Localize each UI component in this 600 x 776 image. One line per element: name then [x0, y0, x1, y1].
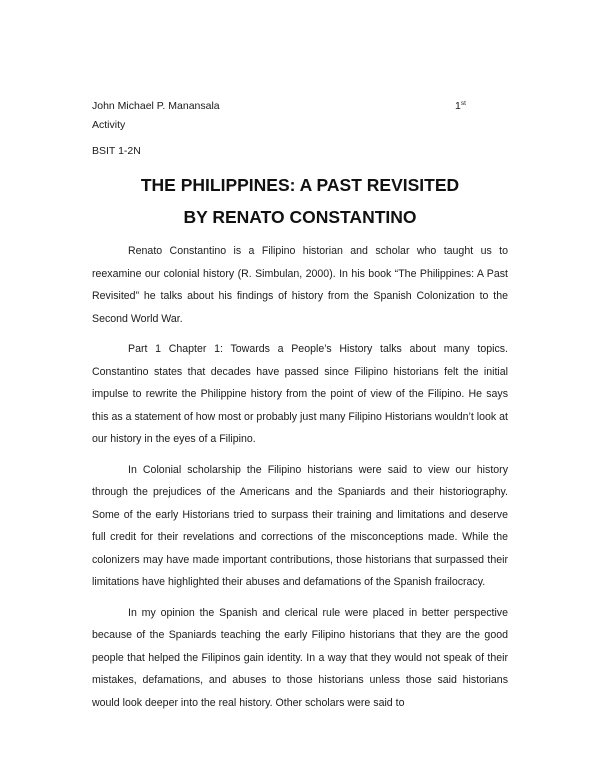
- paragraph-intro: Renato Constantino is a Filipino historian and scholar who taught us to reexamine our colonial history (R. Simbulan, 2000). In his book “The Philippines: A Past Revisited” he talks about his findings of history from the Spanish Colonization to the Second World War.: [92, 245, 508, 325]
- ordinal-suffix: st: [460, 100, 466, 107]
- ordinal-number: 1: [455, 100, 461, 112]
- paragraph-chapter-summary: Part 1 Chapter 1: Towards a People’s History talks about many topics. Constantino states that decades have passed since Filipino historians felt the initial impulse to rewrite the Philippine history from the point of view of the Filipino. He says this as a statement of how most or probably just many Filipino Historians wouldn’t look at our history in the eyes of a Filipino.: [92, 343, 508, 445]
- author-name: John Michael P. Manansala: [92, 100, 220, 112]
- paragraph-colonial-scholarship: In Colonial scholarship the Filipino historians were said to view our history through the prejudices of the Americans and the Spaniards and their historiography. Some of the early Historians tried to surpass their training and limitations and deserve full credit for their revelations and corrections of the misconceptions made. While the colonizers may have made important contributions, those historians that surpassed their limitations have highlighted their abuses and defamations of the Spanish frailocracy.: [92, 463, 508, 588]
- section-label: BSIT 1-2N: [92, 145, 141, 157]
- activity-label: Activity: [92, 119, 126, 131]
- activity-ordinal: [455, 100, 466, 113]
- document-title: THE PHILIPPINES: A PAST REVISITED: [140, 175, 460, 195]
- document-subtitle-author: BY RENATO CONSTANTINO: [183, 207, 417, 227]
- paragraph-opinion: In my opinion the Spanish and clerical rule were placed in better perspective because of the Spaniards teaching the early Filipino historians that they are the good people that helped the Filipinos gain identity. In a way that they would not speak of their mistakes, defamations, and abuses to those historians unless those said historians would look deeper into the real history. Other scholars were said to: [92, 606, 508, 709]
- document-body: [92, 240, 508, 714]
